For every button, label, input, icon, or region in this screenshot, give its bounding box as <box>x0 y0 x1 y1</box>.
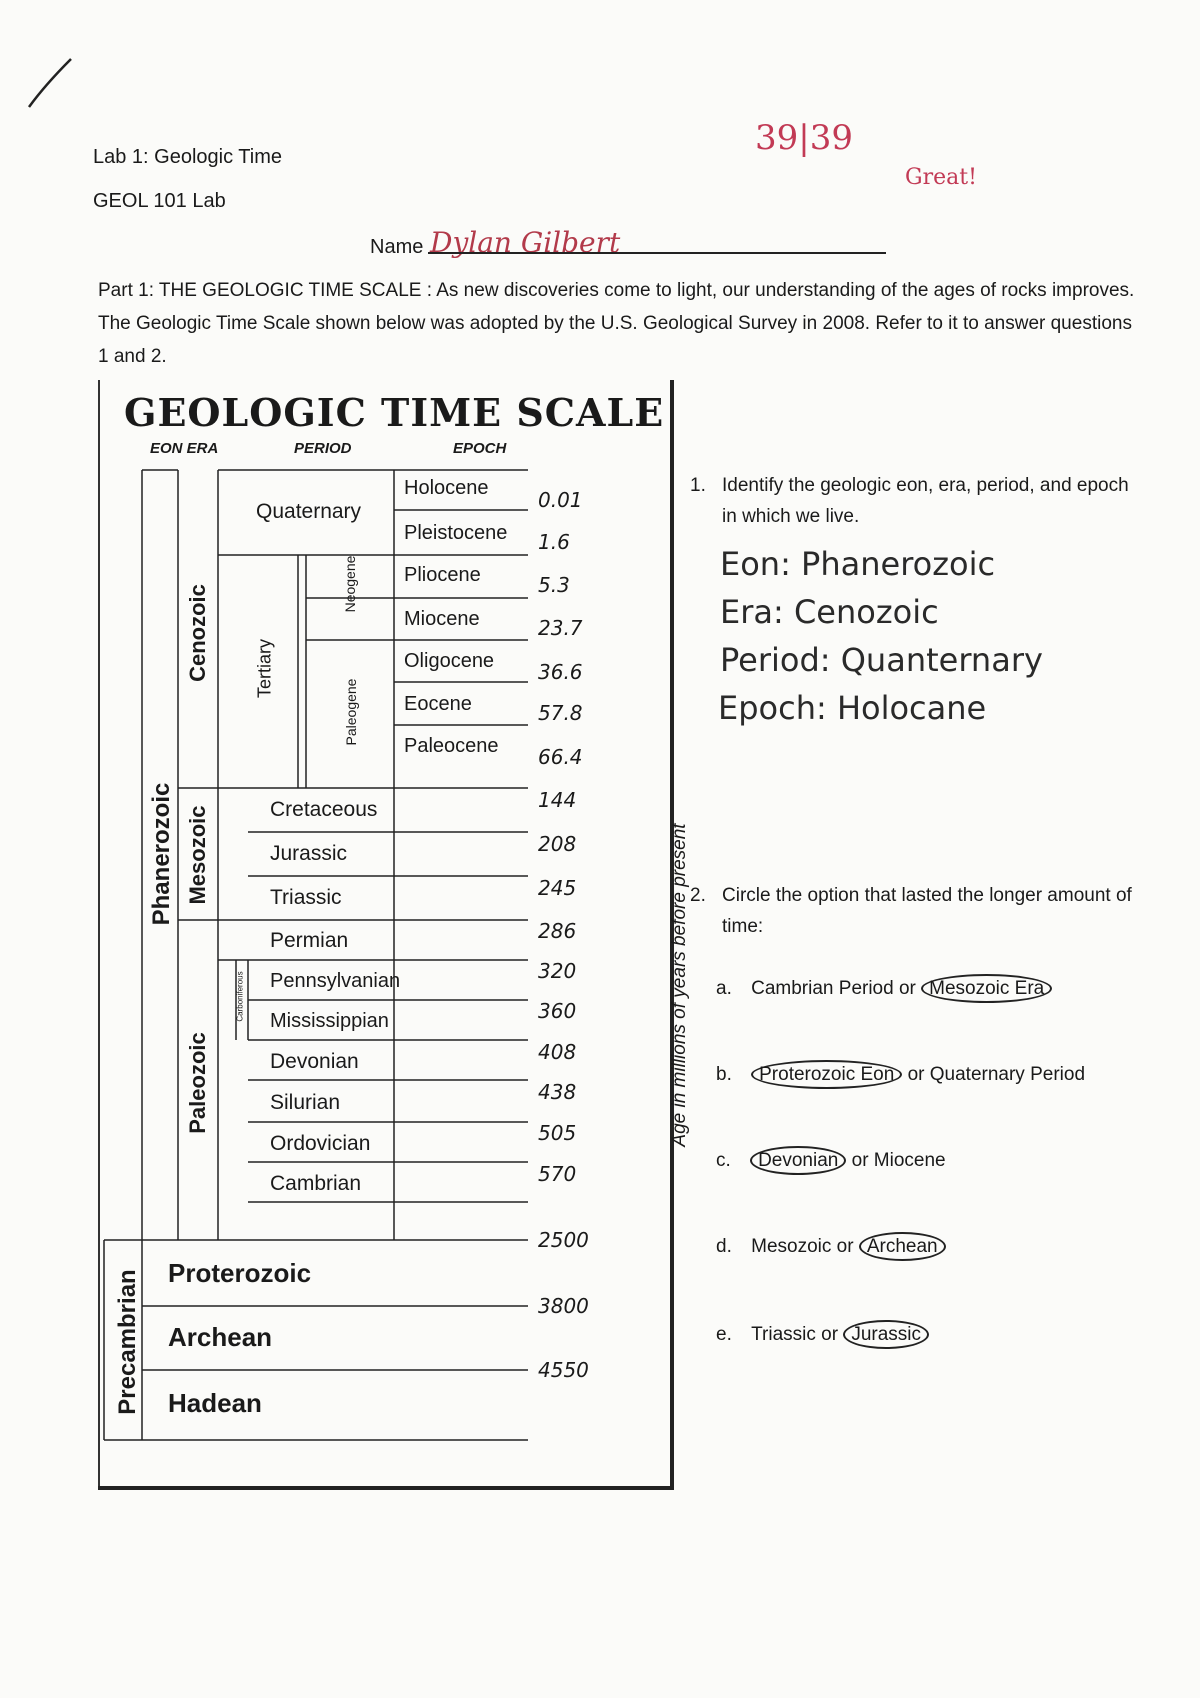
sub-neogene: Neogene <box>342 555 358 613</box>
period-mississippian: Mississippian <box>270 1010 389 1032</box>
chart-title: GEOLOGIC TIME SCALE <box>124 390 665 435</box>
option-b[interactable]: Archean <box>859 1232 946 1261</box>
epoch-pliocene: Pliocene <box>404 564 481 586</box>
q1-number: 1. <box>690 475 706 496</box>
period-quaternary: Quaternary <box>256 500 362 523</box>
student-name: Dylan Gilbert <box>430 226 621 259</box>
option-a[interactable]: Devonian <box>750 1146 846 1175</box>
age-label: 408 <box>538 1040 577 1064</box>
option-letter: e. <box>716 1324 738 1345</box>
eon-proterozoic: Proterozoic <box>168 1258 312 1288</box>
age-label: 36.6 <box>538 660 583 684</box>
period-tertiary: Tertiary <box>254 639 275 699</box>
period-jurassic: Jurassic <box>270 842 348 865</box>
q2-number: 2. <box>690 885 706 906</box>
course-label: GEOL 101 Lab <box>93 190 226 212</box>
epoch-miocene: Miocene <box>404 608 480 630</box>
eon-hadean: Hadean <box>168 1388 262 1418</box>
q1-answer-epoch: Epoch: Holocane <box>718 689 987 727</box>
age-label: 144 <box>538 788 577 812</box>
age-label: 1.6 <box>538 530 570 554</box>
age-label: 286 <box>538 919 577 943</box>
q2-option <box>716 1236 946 1258</box>
age-label: 438 <box>538 1080 577 1104</box>
score: 39|39 <box>755 118 853 158</box>
sub-paleogene: Paleogene <box>343 678 359 746</box>
period-cretaceous: Cretaceous <box>270 798 378 821</box>
age-label: 570 <box>538 1162 577 1186</box>
option-letter: a. <box>716 978 738 999</box>
option-b[interactable]: Mesozoic Era <box>921 974 1052 1003</box>
age-label: 208 <box>538 832 577 856</box>
name-label: Name <box>370 236 424 258</box>
q2-text: Circle the option that lasted the longer amount of time: <box>722 885 1132 937</box>
name-line <box>428 252 886 254</box>
age-label: 320 <box>538 959 577 983</box>
grader-comment: Great! <box>905 165 977 190</box>
era-mesozoic: Mesozoic <box>185 805 210 905</box>
q1-answer-eon: Eon: Phanerozoic <box>720 545 996 583</box>
q2-option <box>716 1064 1085 1086</box>
period-devonian: Devonian <box>270 1050 359 1073</box>
age-label: 4550 <box>538 1358 589 1382</box>
option-join: or <box>815 1324 844 1345</box>
age-label: 57.8 <box>538 701 583 725</box>
age-label: 245 <box>538 876 577 900</box>
col-period: PERIOD <box>294 440 352 457</box>
option-letter: b. <box>716 1064 738 1085</box>
q2-option <box>716 1150 946 1172</box>
option-join: or <box>846 1150 874 1171</box>
epoch-eocene: Eocene <box>404 693 472 715</box>
age-label: 23.7 <box>538 616 583 640</box>
period-pennsylvanian: Pennsylvanian <box>270 970 401 992</box>
sub-carboniferous: Carboniferous <box>235 971 245 1022</box>
option-b[interactable]: Quaternary Period <box>929 1064 1086 1085</box>
epoch-paleocene: Paleocene <box>404 735 499 757</box>
epoch-oligocene: Oligocene <box>404 650 495 672</box>
age-label: 360 <box>538 999 577 1023</box>
age-label: 3800 <box>538 1294 589 1318</box>
col-epoch: EPOCH <box>453 440 507 457</box>
era-cenozoic: Cenozoic <box>185 584 210 682</box>
option-a[interactable]: Mesozoic <box>751 1236 832 1257</box>
age-label: 505 <box>538 1121 577 1145</box>
eon-archean: Archean <box>168 1322 273 1352</box>
geologic-time-scale-chart <box>98 380 690 1490</box>
part1-instructions: Part 1: THE GEOLOGIC TIME SCALE : As new discoveries come to light, our understanding of the ages of rocks improves. The Geologic Time Scale shown below was adopted by the U.S. Geological Survey in 2008. Refer to it to answer questions 1 and 2. <box>98 280 1135 367</box>
option-letter: c. <box>716 1150 737 1171</box>
period-silurian: Silurian <box>270 1091 341 1114</box>
age-label: 5.3 <box>538 573 570 597</box>
age-label: 66.4 <box>538 745 583 769</box>
period-permian: Permian <box>270 929 349 952</box>
option-join: or <box>902 1064 930 1085</box>
eon-phanerozoic: Phanerozoic <box>148 782 175 926</box>
age-label: 0.01 <box>538 488 583 512</box>
period-triassic: Triassic <box>270 886 342 909</box>
epoch-holocene: Holocene <box>404 477 489 499</box>
option-b[interactable]: Miocene <box>873 1150 946 1171</box>
option-b[interactable]: Jurassic <box>843 1320 929 1349</box>
option-a[interactable]: Proterozoic Eon <box>751 1060 902 1089</box>
col-eon-era: EON ERA <box>150 440 219 457</box>
era-paleozoic: Paleozoic <box>185 1032 210 1134</box>
age-label: 2500 <box>538 1228 589 1252</box>
q1-text: Identify the geologic eon, era, period, and epoch in which we live. <box>722 475 1129 527</box>
option-a[interactable]: Triassic <box>751 1324 816 1345</box>
period-cambrian: Cambrian <box>270 1172 362 1195</box>
option-a[interactable]: Cambrian Period <box>751 978 894 999</box>
check-mark-icon <box>25 55 75 115</box>
q2-option <box>716 978 1052 1000</box>
eon-precambrian: Precambrian <box>114 1269 141 1415</box>
option-join: or <box>893 978 922 999</box>
lab-title: Lab 1: Geologic Time <box>93 146 282 168</box>
option-join: or <box>831 1236 859 1257</box>
q1-answer-period: Period: Quanternary <box>720 641 1043 679</box>
epoch-pleistocene: Pleistocene <box>404 522 508 544</box>
q2-option <box>716 1324 929 1346</box>
period-ordovician: Ordovician <box>270 1132 371 1155</box>
option-letter: d. <box>716 1236 738 1257</box>
age-axis-label: Age in millions of years before present <box>669 823 690 1147</box>
q1-answer-era: Era: Cenozoic <box>720 593 939 631</box>
